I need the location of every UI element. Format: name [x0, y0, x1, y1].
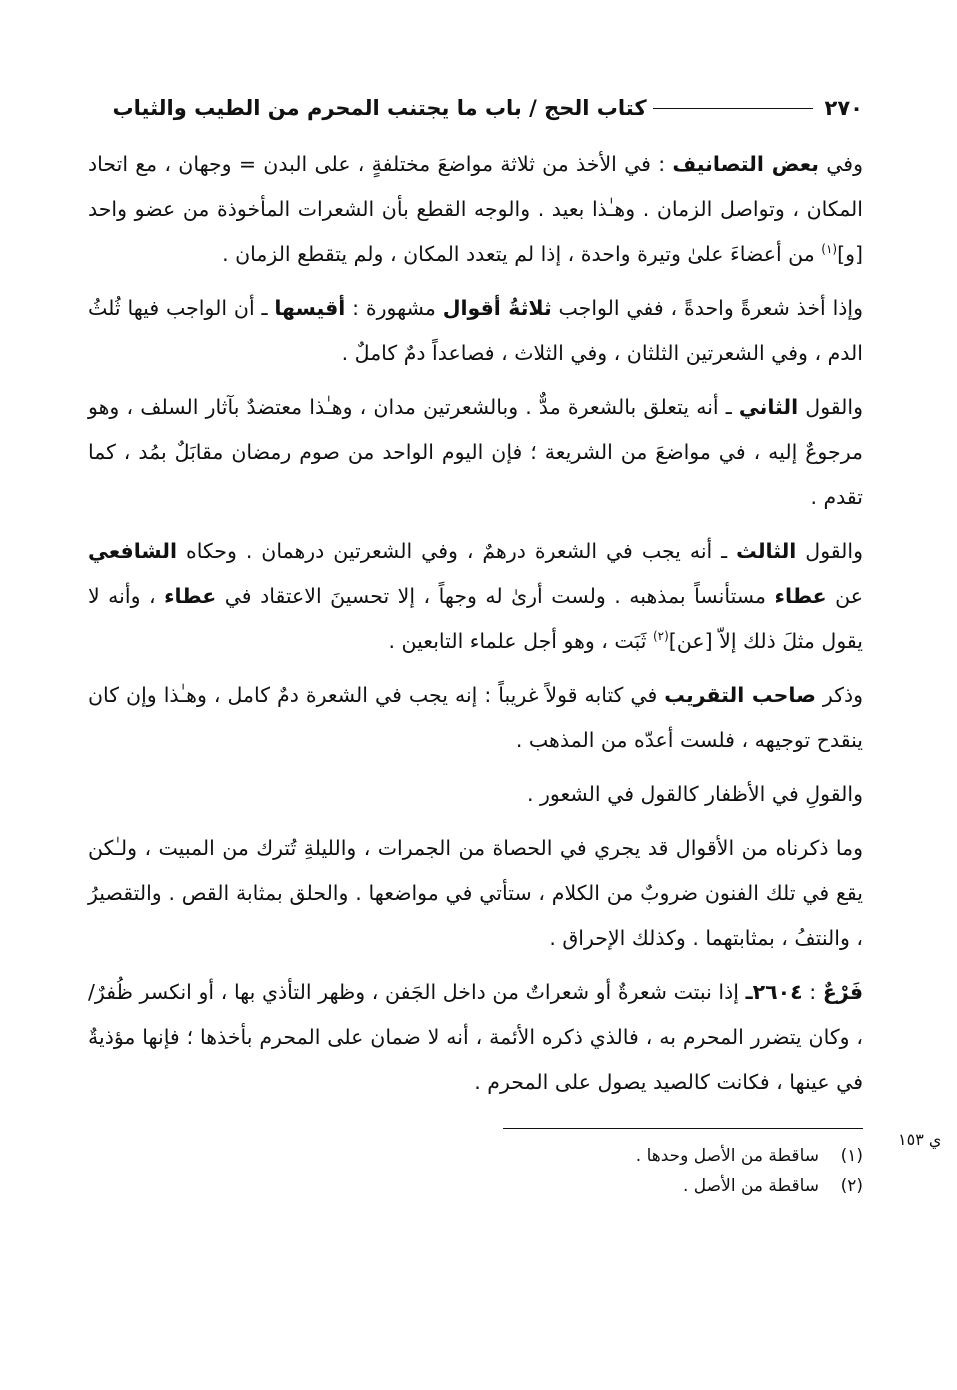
text-span: وذكر — [815, 683, 863, 707]
text-span: إذا نبتت شعرةٌ أو شعراتٌ من داخل الجَفن ، وظهر التأذي بها ، أو انكسر ظُفرٌ/ ، وكان يتضرر المحرم به ، فالذي ذكره الأئمة ، أنه لا ضمان على المحرم بأخذها ؛ فإنها مؤذيةٌ في عينها ، فكانت كالصيد يصول على المحرم . — [88, 980, 863, 1094]
manuscript-folio-note: ي ١٥٣ — [898, 1130, 942, 1149]
text-span: : في الأخذ من ثلاثة مواضعَ مختلفةٍ ، على البدن = وجهان ، مع اتحاد المكان ، وتواصل الزمان . وهـٰذا بعيد . والوجه القطع بأن الشعرات المأخوذة من عضو واحد [و] — [88, 152, 863, 266]
text-span: ثَبَت ، وهو أجل علماء التابعين . — [388, 629, 653, 653]
text-span: عن — [826, 584, 863, 608]
section-marker: فَرْعٌ — [822, 980, 863, 1004]
bold-term: الثالث — [736, 539, 797, 563]
bold-term: صاحب التقريب — [664, 683, 816, 707]
text-span: وما ذكرناه من الأقوال قد يجري في الحصاة من الجمرات ، والليلةِ تُترك من المبيت ، ولـٰكن يقع في تلك الفنون ضروبٌ من الكلام ، ستأتي في مواضعها . والحلق بمثابة القص . والتقصيرُ ، والنتفُ ، بمثابتهما . وكذلك الإحراق . — [88, 836, 863, 950]
text-span: في كتابه قولاً غريباً : إنه يجب في الشعرة دمٌ كامل ، وهـٰذا وإن كان ينقدح توجيهه ، فلست أعدّه من المذهب . — [88, 683, 863, 752]
bold-term: الشافعي — [88, 539, 178, 563]
text-span: : — [802, 980, 823, 1004]
footnote-rule — [503, 1128, 863, 1129]
text-span: مستأنساً بمذهبه . ولست أرىٰ له وجهاً ، إلا تحسينَ الاعتقاد في — [216, 584, 775, 608]
text-span: والقول — [796, 539, 863, 563]
book-page — [88, 88, 863, 1201]
running-header — [88, 88, 863, 128]
paragraph-8 — [88, 970, 863, 1105]
footnote-1 — [88, 1141, 863, 1171]
text-span: مشهورة : — [345, 296, 443, 320]
footnote-text: ساقطة من الأصل . — [683, 1176, 819, 1196]
text-span: وفي — [818, 152, 864, 176]
footnote-number: (١) — [840, 1146, 863, 1166]
footnote-number: (٢) — [840, 1176, 863, 1196]
bold-term: عطاء — [164, 584, 217, 608]
paragraph-4 — [88, 529, 863, 664]
running-title: كتاب الحج / باب ما يجتنب المحرم من الطيب والثياب — [112, 96, 647, 120]
paragraph-6 — [88, 772, 863, 817]
issue-number: ٢٦٠٤ـ — [745, 980, 803, 1004]
footnote-2 — [88, 1171, 863, 1201]
text-span: والقول — [798, 395, 864, 419]
text-span: والقولِ في الأظفار كالقول في الشعور . — [526, 782, 863, 806]
paragraph-7 — [88, 826, 863, 961]
bold-term: أقيسها — [274, 296, 346, 320]
text-span: ـ أنه يتعلق بالشعرة مدٌّ . وبالشعرتين مدان ، وهـٰذا معتضدٌ بآثار السلف ، وهو مرجوعٌ إليه ، في مواضعَ من الشريعة ؛ فإن اليوم الواحد من صوم رمضان مقابَلٌ بمُد ، كما تقدم . — [88, 395, 863, 509]
bold-term: بعض التصانيف — [672, 152, 819, 176]
footnote-ref[interactable]: (١) — [821, 242, 838, 257]
text-span: ـ أنه يجب في الشعرة درهمٌ ، وفي الشعرتين درهمان . وحكاه — [177, 539, 737, 563]
text-span: من أعضاءَ علىٰ وتيرة واحدة ، إذا لم يتعدد المكان ، ولم يتقطع الزمان . — [222, 242, 822, 266]
bold-term: الثاني — [738, 395, 799, 419]
paragraph-3 — [88, 385, 863, 520]
paragraph-2 — [88, 286, 863, 376]
page-number: ٢٧٠ — [824, 96, 863, 120]
paragraph-5 — [88, 673, 863, 763]
footnote-text: ساقطة من الأصل وحدها . — [635, 1146, 819, 1166]
footnote-ref[interactable]: (٢) — [652, 629, 669, 644]
header-rule — [653, 108, 813, 109]
text-span: ، وأنه لا يقول مثلَ ذلك إلاّ [عن] — [88, 584, 863, 653]
bold-term: عطاء — [774, 584, 827, 608]
text-span: ـ أن الواجب فيها ثُلثُ الدم ، وفي الشعرتين الثلثان ، وفي الثلاث ، فصاعداً دمٌ كاملٌ . — [88, 296, 863, 365]
text-span: وإذا أخذ شعرةً واحدةً ، ففي الواجب — [551, 296, 863, 320]
bold-term: ثلاثةُ أقوال — [442, 296, 552, 320]
paragraph-1 — [88, 142, 863, 277]
